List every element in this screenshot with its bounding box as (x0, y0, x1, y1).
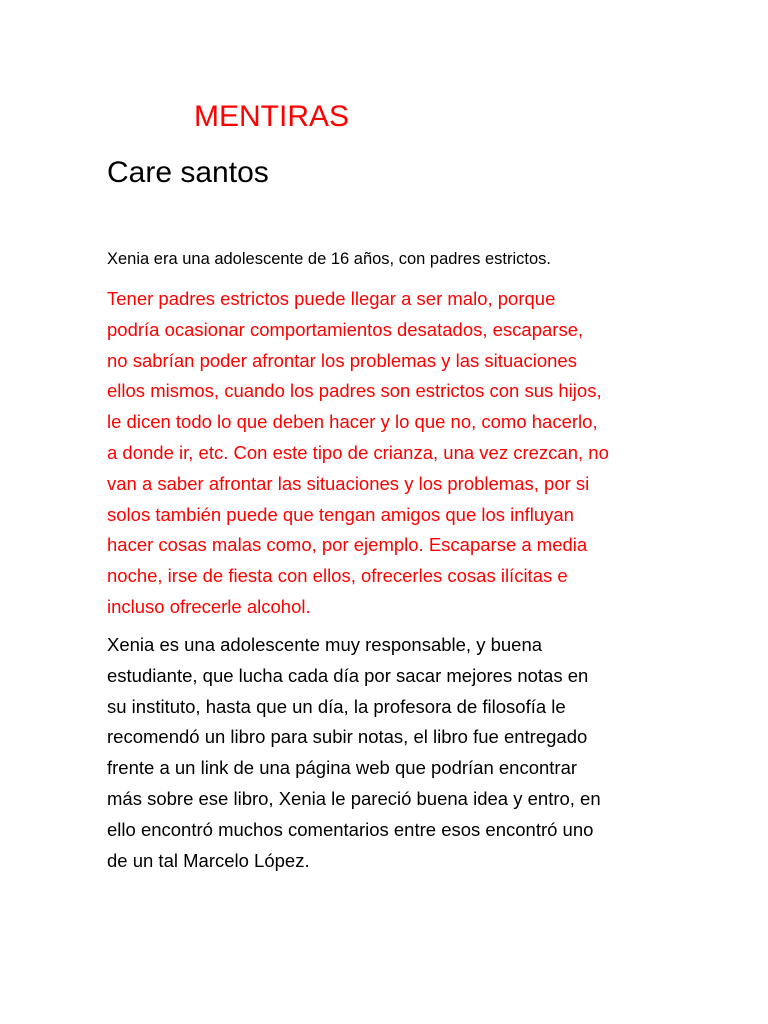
paragraph-line: recomendó un libro para subir notas, el libro fue entregado (107, 726, 588, 748)
black-paragraph (107, 630, 667, 876)
paragraph-line: no sabrían poder afrontar los problemas y las situaciones (107, 349, 577, 371)
paragraph-line: Xenia es una adolescente muy responsable, y buena (107, 634, 543, 655)
paragraph-line: estudiante, que lucha cada día por sacar mejores notas en (107, 664, 589, 686)
paragraph-line: podría ocasionar comportamientos desatados, escaparse, (107, 318, 584, 340)
paragraph-line: frente a un link de una página web que podrían encontrar (107, 757, 578, 779)
paragraph-line: más sobre ese libro, Xenia le pareció buena idea y entro, en (107, 787, 601, 809)
paragraph-line: van a saber afrontar las situaciones y los problemas, por si (107, 472, 590, 494)
red-paragraph (107, 284, 667, 623)
document-author: Care santos (107, 156, 269, 189)
paragraph-line: de un tal Marcelo López. (107, 849, 310, 871)
paragraph-line: ellos mismos, cuando los padres son estrictos con sus hijos, (107, 380, 602, 402)
paragraph-line: hacer cosas malas como, por ejemplo. Escaparse a media (107, 534, 588, 556)
paragraph-line: noche, irse de fiesta con ellos, ofrecerles cosas ilícitas e (107, 565, 568, 587)
paragraph-line: le dicen todo lo que deben hacer y lo que no, como hacerlo, (107, 411, 598, 433)
intro-sentence: Xenia era una adolescente de 16 años, con padres estrictos. (107, 250, 551, 268)
paragraph-line: incluso ofrecerle alcohol. (107, 595, 311, 617)
paragraph-line: su instituto, hasta que un día, la profesora de filosofía le (107, 695, 566, 717)
document-title: MENTIRAS (194, 100, 350, 133)
paragraph-line: ello encontró muchos comentarios entre esos encontró uno (107, 818, 594, 840)
paragraph-line: Tener padres estrictos puede llegar a ser malo, porque (107, 288, 556, 309)
paragraph-line: solos también puede que tengan amigos que los influyan (107, 503, 574, 525)
paragraph-line: a donde ir, etc. Con este tipo de crianza, una vez crezcan, no (107, 441, 609, 463)
